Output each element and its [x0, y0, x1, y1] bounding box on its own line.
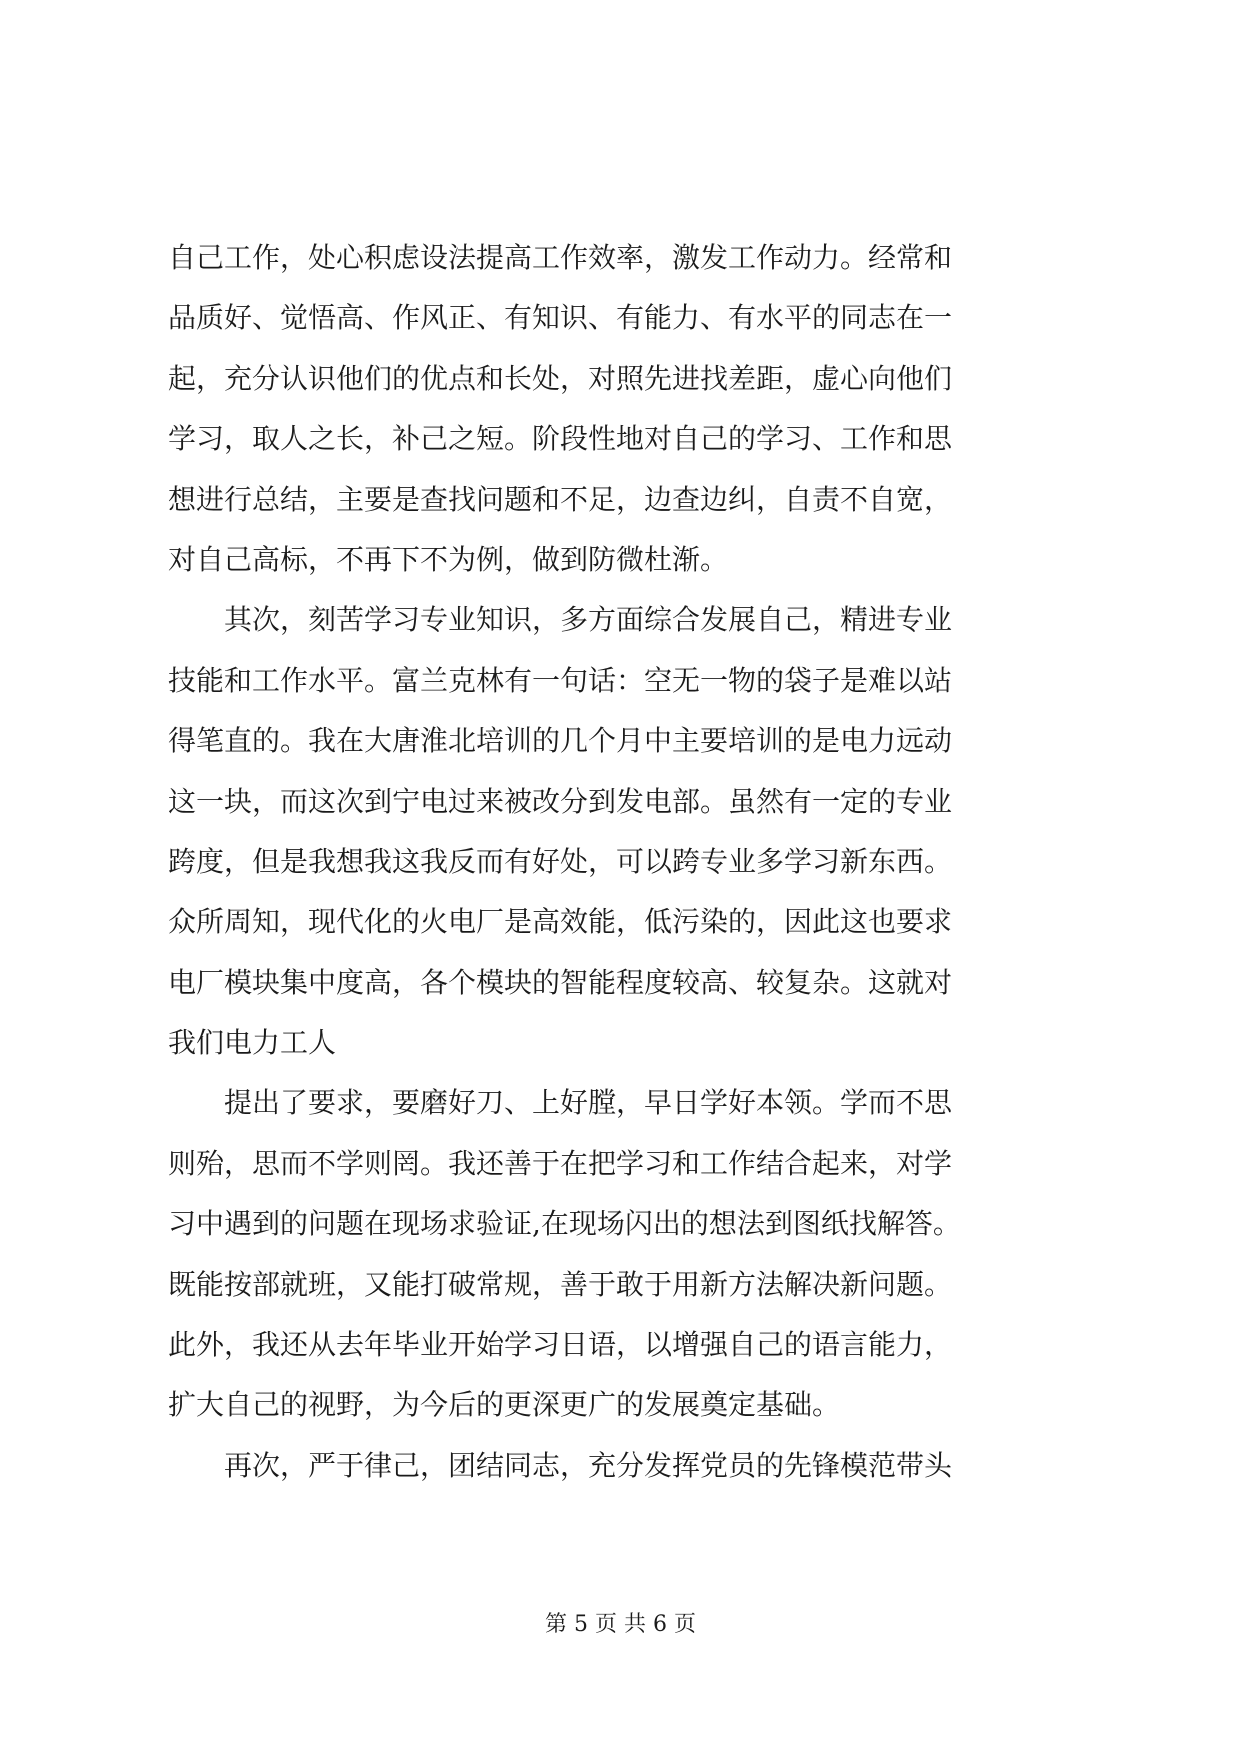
text-line-16: 则殆，思而不学则罔。我还善于在把学习和工作结合起来，对学	[168, 1146, 953, 1180]
text-line-13: 电厂模块集中度高，各个模块的智能程度较高、较复杂。这就对	[168, 965, 953, 999]
text-line-15: 提出了要求，要磨好刀、上好膛，早日学好本领。学而不思	[168, 1086, 953, 1120]
text-line-5: 想进行总结，主要是查找问题和不足，边查边纠，自责不自宽，	[168, 482, 953, 516]
text-line-14: 我们电力工人	[168, 1026, 337, 1060]
text-line-2: 品质好、觉悟高、作风正、有知识、有能力、有水平的同志在一	[168, 301, 953, 335]
text-line-6: 对自己高标，不再下不为例，做到防微杜渐。	[168, 542, 729, 576]
text-line-3: 起，充分认识他们的优点和长处，对照先进找差距，虚心向他们	[168, 361, 953, 395]
text-line-8: 技能和工作水平。富兰克林有一句话：空无一物的袋子是难以站	[168, 663, 953, 697]
text-line-10: 这一块，而这次到宁电过来被改分到发电部。虽然有一定的专业	[168, 784, 953, 818]
text-line-20: 扩大自己的视野，为今后的更深更广的发展奠定基础。	[168, 1388, 841, 1422]
text-line-21: 再次，严于律己，团结同志，充分发挥党员的先锋模范带头	[168, 1448, 953, 1482]
text-line-1: 自己工作，处心积虑设法提高工作效率，激发工作动力。经常和	[168, 241, 953, 274]
text-line-4: 学习，取人之长，补己之短。阶段性地对自己的学习、工作和思	[168, 422, 953, 456]
text-line-17: 习中遇到的问题在现场求验证,在现场闪出的想法到图纸找解答。	[168, 1207, 961, 1241]
text-line-12: 众所周知，现代化的火电厂是高效能，低污染的，因此这也要求	[168, 905, 953, 939]
text-line-19: 此外，我还从去年毕业开始学习日语，以增强自己的语言能力，	[168, 1328, 953, 1362]
text-line-11: 跨度，但是我想我这我反而有好处，可以跨专业多学习新东西。	[168, 844, 953, 878]
document-body	[168, 228, 1088, 1496]
text-line-7: 其次，刻苦学习专业知识，多方面综合发展自己，精进专业	[168, 603, 953, 637]
text-line-9: 得笔直的。我在大唐淮北培训的几个月中主要培训的是电力远动	[168, 724, 953, 758]
text-line-18: 既能按部就班，又能打破常规，善于敢于用新方法解决新问题。	[168, 1267, 953, 1301]
page-number-footer: 第 5 页 共 6 页	[545, 1612, 696, 1637]
